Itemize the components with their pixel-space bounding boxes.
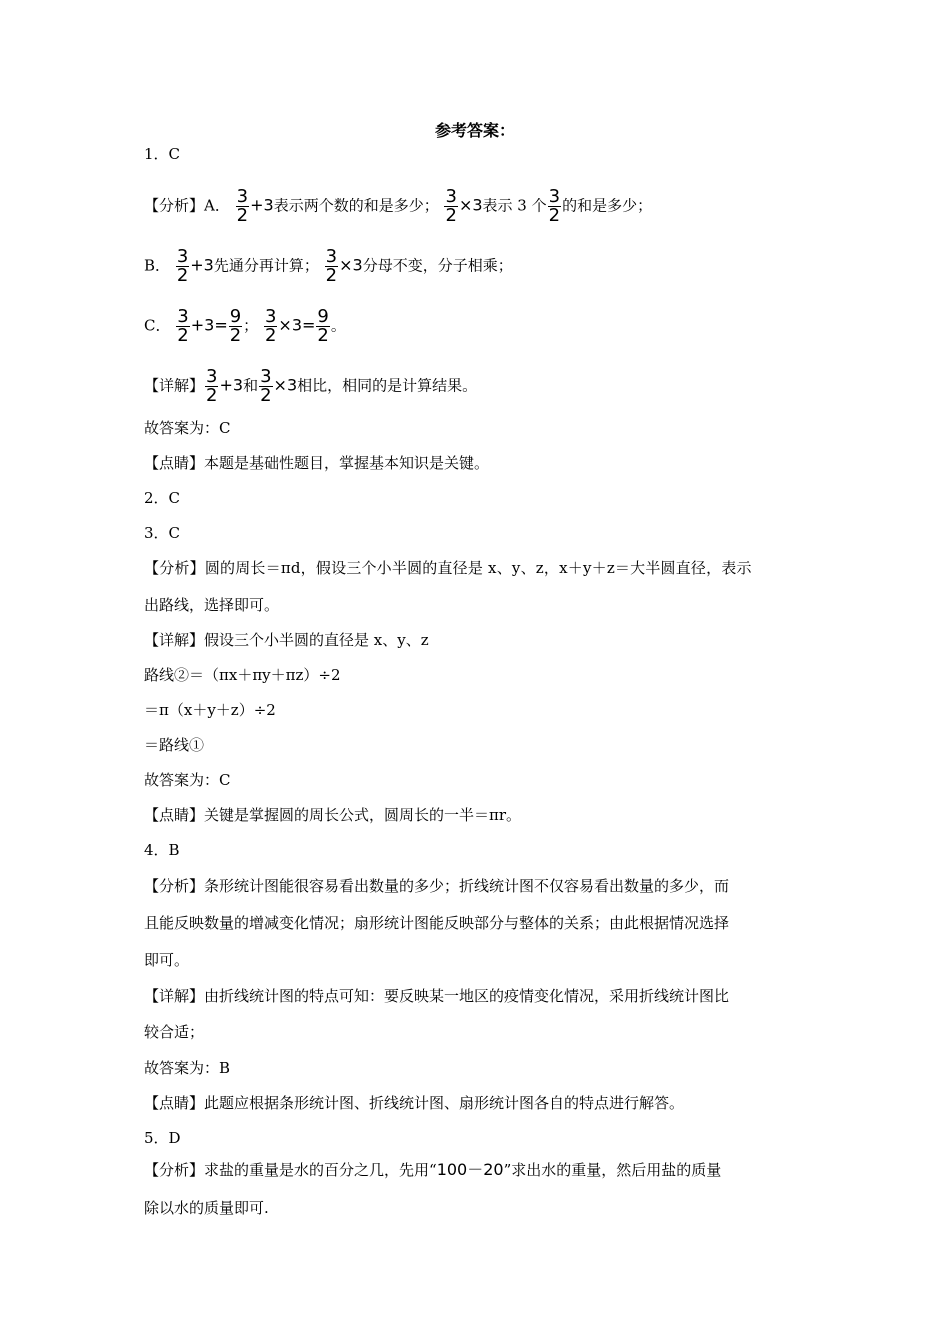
q3-detail: 【详解】假设三个小半圆的直径是 x、y、z xyxy=(144,631,429,649)
q3-step-1: 路线②＝（πx＋πy＋πz）÷2 xyxy=(144,666,341,684)
q1-heading: 1．C xyxy=(144,145,181,163)
fraction: $\frac{3}{2}$ xyxy=(177,306,189,346)
fraction: $\frac{9}{2}$ xyxy=(317,306,329,346)
q3-comment: 【点睛】关键是掌握圆的周长公式，圆周长的一半＝πr。 xyxy=(144,806,522,824)
q1-detail: 【详解】 $\frac{3}{2}$ +3和 $\frac{3}{2}$ ×3相比，相同的是计算结果。 xyxy=(144,366,478,406)
q1-answer: 故答案为：C xyxy=(144,419,231,437)
q3-analysis-1: 【分析】圆的周长＝πd，假设三个小半圆的直径是 x、y、z，x＋y＋z＝大半圆直径，表示 xyxy=(144,559,752,577)
fraction: $\frac{3}{2}$ xyxy=(325,246,338,286)
q4-comment: 【点睛】此题应根据条形统计图、折线统计图、扇形统计图各自的特点进行解答。 xyxy=(144,1094,685,1112)
q1-analysis-a: 【分析】A． $\frac{3}{2}$ +3表示两个数的和是多少； $\frac{3}{2}$ ×3表示 3 个 $\frac{3}{2}$ 的和是多少； xyxy=(144,186,653,226)
q4-analysis-1: 【分析】条形统计图能很容易看出数量的多少；折线统计图不仅容易看出数量的多少，而 xyxy=(144,877,730,895)
fraction: $\frac{3}{2}$ xyxy=(260,366,272,406)
q4-analysis-3: 即可。 xyxy=(144,951,190,969)
fraction: $\frac{3}{2}$ xyxy=(206,366,218,406)
q2-heading: 2．C xyxy=(144,489,181,507)
q4-detail-2: 较合适； xyxy=(144,1023,205,1041)
q4-heading: 4．B xyxy=(144,841,180,859)
q4-detail-1: 【详解】由折线统计图的特点可知：要反映某一地区的疫情变化情况，采用折线统计图比 xyxy=(144,987,730,1005)
q5-analysis-1: 【分析】求盐的重量是水的百分之几，先用“100－20”求出水的重量，然后用盐的质量 xyxy=(144,1160,722,1179)
math-expression: 100－20 xyxy=(436,1160,504,1179)
q3-step-3: ＝路线① xyxy=(144,736,205,754)
fraction: $\frac{3}{2}$ xyxy=(548,186,561,226)
q1-analysis-c: C． $\frac{3}{2}$ +3= $\frac{9}{2}$ ； $\frac{3}{2}$ ×3= $\frac{9}{2}$ 。 xyxy=(144,306,346,346)
page-title: 参考答案： xyxy=(434,121,515,140)
fraction: $\frac{3}{2}$ xyxy=(445,186,457,226)
q3-answer: 故答案为：C xyxy=(144,771,231,789)
fraction: $\frac{3}{2}$ xyxy=(236,186,249,226)
fraction: $\frac{3}{2}$ xyxy=(176,246,189,286)
q1-analysis-b: B． $\frac{3}{2}$ +3先通分再计算； $\frac{3}{2}$ ×3分母不变，分子相乘； xyxy=(144,246,513,286)
q3-step-2: ＝π（x＋y＋z）÷2 xyxy=(144,701,276,719)
fraction: $\frac{9}{2}$ xyxy=(229,306,242,346)
q5-heading: 5．D xyxy=(144,1129,181,1147)
q3-heading: 3．C xyxy=(144,524,181,542)
q5-analysis-2: 除以水的质量即可. xyxy=(144,1199,269,1217)
q1-comment: 【点睛】本题是基础性题目，掌握基本知识是关键。 xyxy=(144,454,490,472)
q3-analysis-2: 出路线，选择即可。 xyxy=(144,596,280,614)
q4-analysis-2: 且能反映数量的增减变化情况；扇形统计图能反映部分与整体的关系；由此根据情况选择 xyxy=(144,914,730,932)
q4-answer: 故答案为：B xyxy=(144,1059,231,1077)
fraction: $\frac{3}{2}$ xyxy=(264,306,277,346)
